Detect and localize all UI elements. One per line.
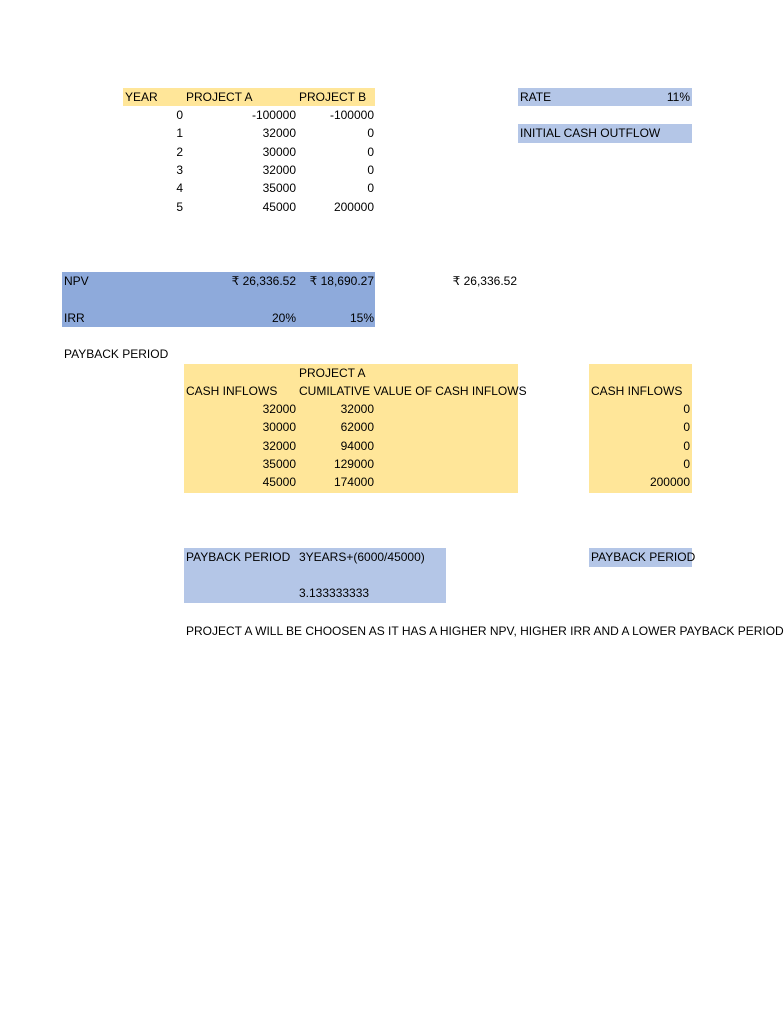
inflow-b-cell: 0 xyxy=(683,420,690,434)
initial-outflow-label: INITIAL CASH OUTFLOW xyxy=(520,126,661,140)
cumulative-cell: 32000 xyxy=(340,402,374,416)
irr-project-a: 20% xyxy=(271,311,296,325)
project-b-cell: -100000 xyxy=(329,108,374,122)
inflow-cell: 45000 xyxy=(262,475,296,489)
project-a-cell: 32000 xyxy=(262,163,296,177)
inflow-cell: 32000 xyxy=(262,439,296,453)
project-b-cell: 200000 xyxy=(333,200,374,214)
payback-calc-b-label: PAYBACK PERIOD xyxy=(591,550,696,564)
payback-col-inflows: CASH INFLOWS xyxy=(186,384,278,398)
payback-project-a-title: PROJECT A xyxy=(299,366,366,380)
header-project-b: PROJECT B xyxy=(299,90,367,104)
project-a-cell: 32000 xyxy=(262,126,296,140)
inflow-cell: 30000 xyxy=(262,420,296,434)
payback-col-cumulative: CUMILATIVE VALUE OF CASH INFLOWS xyxy=(299,384,527,398)
irr-label: IRR xyxy=(64,311,85,325)
npv-label: NPV xyxy=(64,274,89,288)
inflow-cell: 35000 xyxy=(262,457,296,471)
project-a-cell: 30000 xyxy=(262,145,296,159)
payback-col-inflows-b: CASH INFLOWS xyxy=(591,384,683,398)
npv-project-b: ₹ 18,690.27 xyxy=(309,274,374,288)
rate-value: 11% xyxy=(666,90,690,104)
header-year: YEAR xyxy=(125,90,158,104)
inflow-b-cell: 0 xyxy=(683,402,690,416)
payback-calc-label: PAYBACK PERIOD xyxy=(186,550,291,564)
header-project-a: PROJECT A xyxy=(186,90,253,104)
project-b-cell: 0 xyxy=(367,126,374,140)
project-a-cell: 45000 xyxy=(262,200,296,214)
npv-extra-value: ₹ 26,336.52 xyxy=(452,274,517,288)
project-a-cell: -100000 xyxy=(251,108,296,122)
project-b-cell: 0 xyxy=(367,145,374,159)
payback-calc-value: 3.133333333 xyxy=(299,586,370,600)
cumulative-cell: 94000 xyxy=(340,439,374,453)
year-cell: 5 xyxy=(176,200,183,214)
cumulative-cell: 129000 xyxy=(333,457,374,471)
project-a-cell: 35000 xyxy=(262,181,296,195)
inflow-b-cell: 200000 xyxy=(649,475,690,489)
inflow-b-cell: 0 xyxy=(683,457,690,471)
irr-project-b: 15% xyxy=(349,311,374,325)
project-b-cell: 0 xyxy=(367,163,374,177)
year-cell: 4 xyxy=(176,181,183,195)
inflow-b-cell: 0 xyxy=(683,439,690,453)
npv-project-a: ₹ 26,336.52 xyxy=(231,274,296,288)
project-b-cell: 0 xyxy=(367,181,374,195)
year-cell: 1 xyxy=(176,126,183,140)
inflow-cell: 32000 xyxy=(262,402,296,416)
year-cell: 2 xyxy=(176,145,183,159)
conclusion-text: PROJECT A WILL BE CHOOSEN AS IT HAS A HIGHER NPV, HIGHER IRR AND A LOWER PAYBACK PERIOD xyxy=(186,624,784,638)
year-cell: 3 xyxy=(176,163,183,177)
cumulative-cell: 174000 xyxy=(333,475,374,489)
rate-label: RATE xyxy=(520,90,552,104)
payback-section-label: PAYBACK PERIOD xyxy=(64,347,169,361)
payback-calc-formula: 3YEARS+(6000/45000) xyxy=(299,550,425,564)
cumulative-cell: 62000 xyxy=(340,420,374,434)
year-cell: 0 xyxy=(176,108,183,122)
